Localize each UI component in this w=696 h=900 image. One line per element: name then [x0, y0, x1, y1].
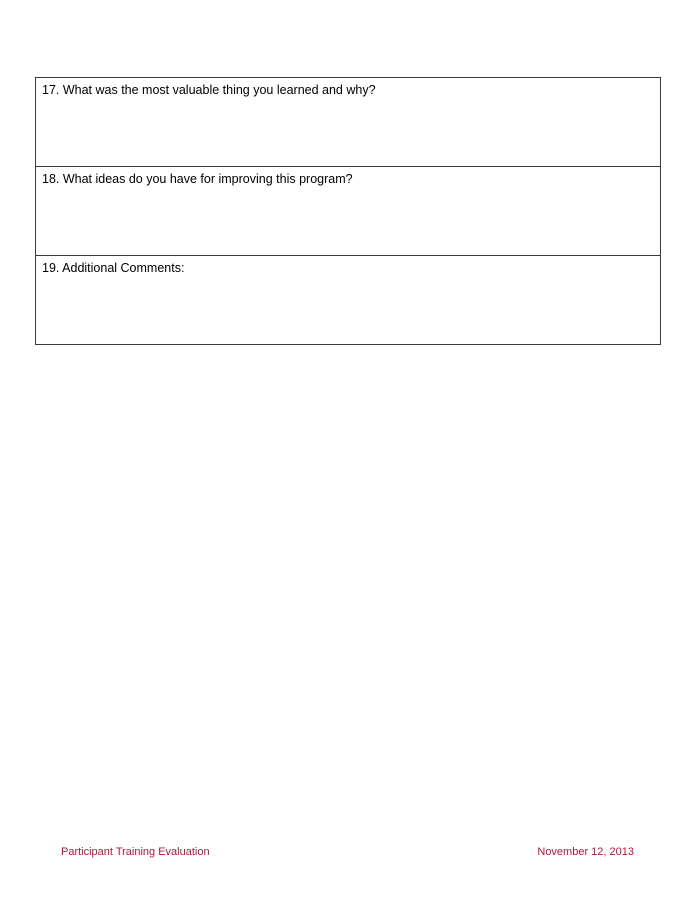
question-row-18	[36, 167, 661, 256]
question-19-cell[interactable]	[36, 256, 661, 345]
question-17-cell[interactable]	[36, 78, 661, 167]
evaluation-questions-table	[35, 77, 661, 345]
question-17-label: 17. What was the most valuable thing you learned and why?	[42, 83, 376, 97]
footer-document-title: Participant Training Evaluation	[61, 846, 210, 858]
question-row-19	[36, 256, 661, 345]
question-19-label: 19. Additional Comments:	[42, 261, 185, 275]
question-row-17	[36, 78, 661, 167]
footer-date: November 12, 2013	[537, 846, 634, 858]
question-18-label: 18. What ideas do you have for improving this program?	[42, 172, 353, 186]
question-18-cell[interactable]	[36, 167, 661, 256]
